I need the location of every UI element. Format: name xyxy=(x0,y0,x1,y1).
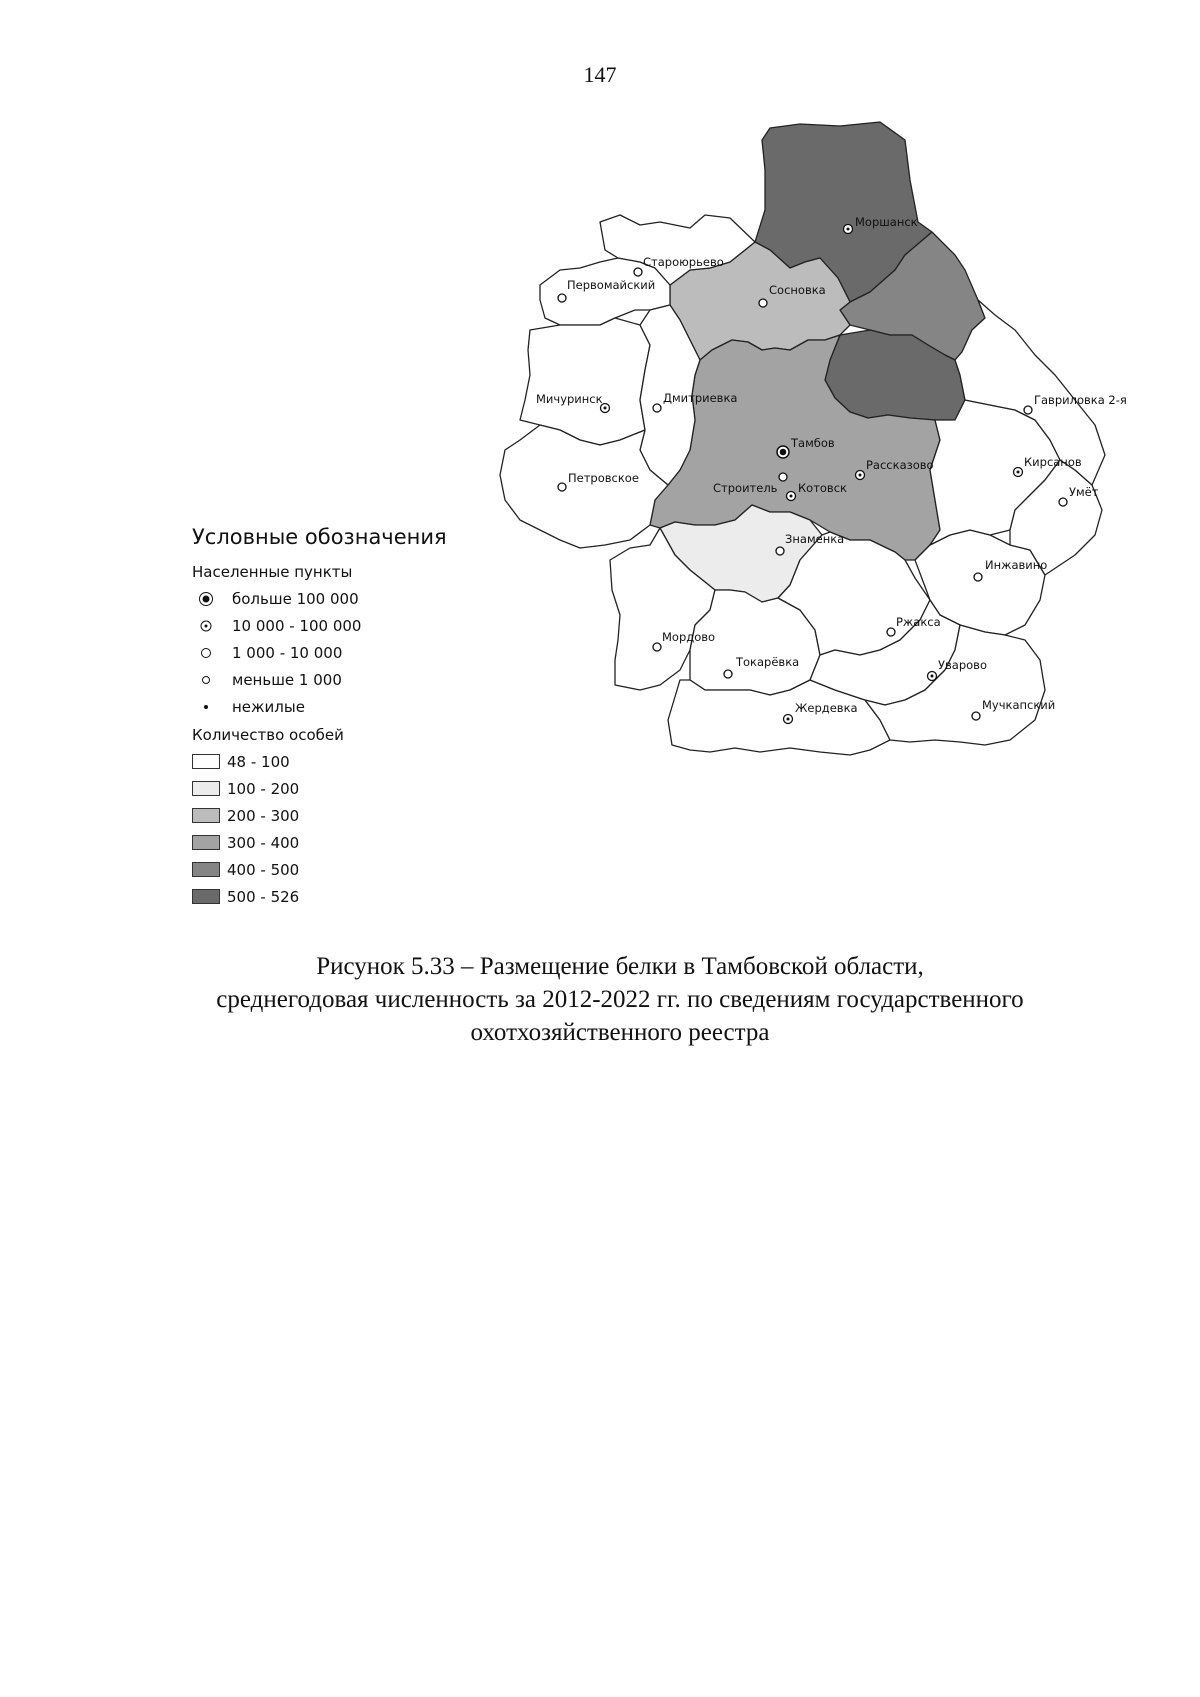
town-marker-icon xyxy=(1059,498,1067,506)
legend-settlement-label: 10 000 - 100 000 xyxy=(232,616,362,635)
legend-class-label: 500 - 526 xyxy=(227,887,300,906)
settlement-label: Кирсанов xyxy=(1024,455,1082,469)
town-marker-icon xyxy=(724,670,732,678)
caption-line: среднегодовая численность за 2012-2022 гг. по сведениям государственного xyxy=(216,986,1024,1013)
legend-settlements-title: Населенные пункты xyxy=(192,563,353,581)
figure-caption xyxy=(120,950,1120,1049)
legend-settlement-label: нежилые xyxy=(232,697,305,716)
settlement-label: Петровское xyxy=(568,471,639,485)
legend-settlement-row xyxy=(192,612,482,639)
legend-class-label: 100 - 200 xyxy=(227,779,300,798)
settlement-label: Мучкапский xyxy=(982,698,1056,712)
town-marker-icon xyxy=(779,473,787,481)
settlement-label: Мордово xyxy=(662,630,716,644)
legend-class-label: 200 - 300 xyxy=(227,806,300,825)
village-marker-icon xyxy=(198,672,214,688)
town-marker-icon xyxy=(558,483,566,491)
settlement-label: Первомайский xyxy=(567,278,656,292)
settlement-label: Староюрьево xyxy=(643,255,724,269)
town-marker-icon xyxy=(887,628,895,636)
town-marker-icon xyxy=(653,404,661,412)
town-marker-icon xyxy=(776,547,784,555)
legend-class-row xyxy=(192,775,482,802)
settlement-label: Умёт xyxy=(1069,485,1099,499)
town-marker-icon xyxy=(1024,406,1032,414)
legend-swatch xyxy=(192,754,220,769)
legend-settlement-label: меньше 1 000 xyxy=(232,670,342,689)
legend-title: Условные обозначения xyxy=(192,525,447,549)
town-marker-icon xyxy=(558,294,566,302)
legend-class-row xyxy=(192,829,482,856)
town-marker-icon xyxy=(974,573,982,581)
legend-swatch xyxy=(192,889,220,904)
caption-line: Рисунок 5.33 – Размещение белки в Тамбовской области, xyxy=(316,953,924,980)
legend-settlement-label: больше 100 000 xyxy=(232,589,359,608)
map-legend xyxy=(192,525,482,910)
legend-class-label: 400 - 500 xyxy=(227,860,300,879)
legend-settlement-row xyxy=(192,693,482,720)
settlement-label: Строитель xyxy=(713,481,778,495)
settlement-label: Инжавино xyxy=(985,558,1048,572)
legend-class-row xyxy=(192,802,482,829)
large-city-marker-icon xyxy=(198,591,214,607)
legend-class-row xyxy=(192,748,482,775)
legend-swatch xyxy=(192,835,220,850)
legend-settlement-row xyxy=(192,666,482,693)
settlement-label: Гавриловка 2-я xyxy=(1034,393,1127,407)
town-marker-icon xyxy=(653,643,661,651)
legend-settlement-row xyxy=(192,585,482,612)
settlement-label: Сосновка xyxy=(769,283,826,297)
town-marker-icon xyxy=(198,645,214,661)
town-marker-icon xyxy=(634,268,642,276)
legend-class-label: 48 - 100 xyxy=(227,752,290,771)
legend-class-row xyxy=(192,883,482,910)
settlement-label: Котовск xyxy=(798,481,847,495)
city-marker-icon xyxy=(198,618,214,634)
settlement-label: Мичуринск xyxy=(536,392,603,406)
town-marker-icon xyxy=(759,299,767,307)
settlement-label: Моршанск xyxy=(855,215,918,229)
legend-count-title: Количество особей xyxy=(192,726,344,744)
settlement-label: Токарёвка xyxy=(736,655,800,669)
legend-settlement-label: 1 000 - 10 000 xyxy=(232,643,343,662)
uninhabited-marker-icon xyxy=(198,699,214,715)
legend-class-row xyxy=(192,856,482,883)
legend-swatch xyxy=(192,781,220,796)
settlement-label: Жердевка xyxy=(795,701,858,715)
settlement-label: Дмитриевка xyxy=(663,391,738,405)
legend-class-label: 300 - 400 xyxy=(227,833,300,852)
settlement-label: Тамбов xyxy=(791,436,835,450)
legend-settlement-row xyxy=(192,639,482,666)
settlement-label: Знаменка xyxy=(785,532,845,546)
settlement-label: Рассказово xyxy=(866,458,934,472)
legend-swatch xyxy=(192,862,220,877)
page-number: 147 xyxy=(583,62,617,87)
town-marker-icon xyxy=(972,712,980,720)
caption-line: охотхозяйственного реестра xyxy=(470,1019,770,1046)
legend-swatch xyxy=(192,808,220,823)
settlement-label: Ржакса xyxy=(896,615,941,629)
settlement-label: Уварово xyxy=(938,658,987,672)
